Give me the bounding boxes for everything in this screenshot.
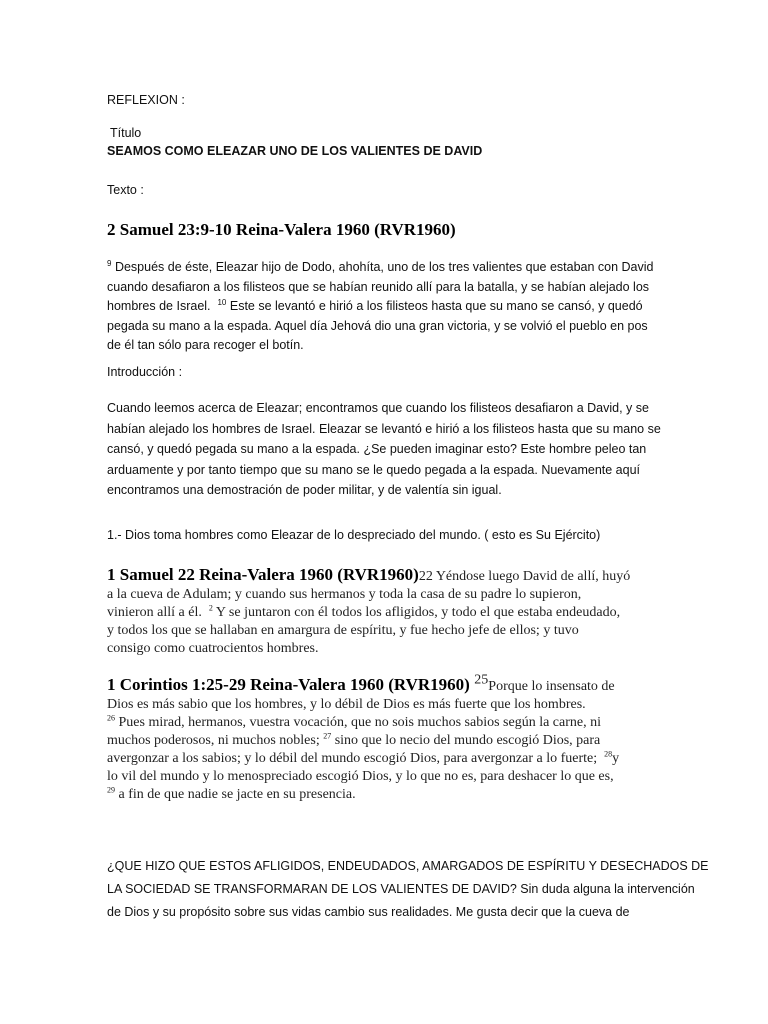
verse-text: a la cueva de Adulam; y cuando sus hermanos y toda la casa de su padre lo supieron, <box>107 587 582 602</box>
reflexion-label: REFLEXION : <box>107 93 185 107</box>
paragraph-line: encontramos una demostración de poder militar, y de valentía sin igual. <box>107 483 502 497</box>
question-paragraph <box>107 855 709 924</box>
scripture-reference: 1 Corintios 1:25-29 Reina-Valera 1960 (RVR1960) <box>107 675 470 694</box>
verse-text: a fin de que nadie se jacte en su presencia. <box>118 787 356 802</box>
scripture-reference: 1 Samuel 22 Reina-Valera 1960 (RVR1960) <box>107 565 419 584</box>
samuel-22-passage <box>107 566 707 658</box>
verse-text: muchos poderosos, ni muchos nobles; <box>107 733 320 748</box>
verse-text: Dios es más sabio que los hombres, y lo débil de Dios es más fuerte que los hombres. <box>107 697 586 712</box>
texto-label: Texto : <box>107 183 144 197</box>
verse-text: vinieron allí a él. <box>107 605 202 620</box>
sermon-title: SEAMOS COMO ELEAZAR UNO DE LOS VALIENTES DE DAVID <box>107 144 483 158</box>
verse-number: 28 <box>604 749 613 759</box>
verse-text: Pues mirad, hermanos, vuestra vocación, que no sois muchos sabios según la carne, ni <box>118 715 602 730</box>
introduction-label: Introducción : <box>107 365 183 379</box>
paragraph-line: Cuando leemos acerca de Eleazar; encontramos que cuando los filisteos desafiaron a David, y se <box>107 401 649 415</box>
verse-text: avergonzar a los sabios; y lo débil del mundo escogió Dios, para avergonzar a lo fuerte; <box>107 751 598 766</box>
verse-number: 10 <box>217 297 227 307</box>
verse-text: y <box>612 751 620 766</box>
verse-text: de él tan sólo para recoger el botín. <box>107 338 304 352</box>
verse-number: 25 <box>474 672 489 688</box>
main-scripture-text <box>107 258 697 356</box>
titulo-label: Título <box>110 126 142 140</box>
verse-text: cuando desafiaron a los filisteos que se habían reunido allí para la batalla, y se habían alejado los <box>107 279 650 294</box>
main-scripture-reference: 2 Samuel 23:9-10 Reina-Valera 1960 (RVR1960) <box>107 220 456 239</box>
corinthians-passage <box>107 672 707 804</box>
verse-text: y todos los que se hallaban en amargura de espíritu, y fue hecho jefe de ellos; y tuvo <box>107 623 579 638</box>
introduction-paragraph <box>107 398 697 501</box>
paragraph-line: habían alejado los hombres de Israel. Eleazar se levantó e hirió a los filisteos hasta que su mano se <box>107 421 661 436</box>
verse-number: 2 <box>208 603 213 613</box>
verse-text: Después de éste, Eleazar hijo de Dodo, ahohíta, uno de los tres valientes que estaban con David <box>114 260 654 274</box>
verse-text: Porque lo insensato de <box>488 679 615 694</box>
verse-text: sino que lo necio del mundo escogió Dios, para <box>334 733 601 748</box>
verse-text: Este se levantó e hirió a los filisteos hasta que su mano se cansó, y quedó <box>229 299 643 313</box>
verse-number: 26 <box>107 713 115 723</box>
verse-text: hombres de Israel. <box>107 299 211 313</box>
paragraph-line: LA SOCIEDAD SE TRANSFORMARAN DE LOS VALIENTES DE DAVID? Sin duda alguna la intervención <box>107 882 695 896</box>
verse-text: lo vil del mundo y lo menospreciado escogió Dios, y lo que no es, para deshacer lo que es, <box>107 769 614 784</box>
paragraph-line: de Dios y su propósito sobre sus vidas cambio sus realidades. Me gusta decir que la cueva de <box>107 905 630 919</box>
paragraph-line: arduamente y por tanto tiempo que su mano se le quedo pegada a la espada. Nuevamente aquí <box>107 462 641 477</box>
verse-text: 22 Yéndose luego David de allí, huyó <box>418 569 631 584</box>
paragraph-line: ¿QUE HIZO QUE ESTOS AFLIGIDOS, ENDEUDADOS, AMARGADOS DE ESPÍRITU Y DESECHADOS DE <box>107 859 709 873</box>
verse-number: 27 <box>323 731 332 741</box>
verse-number: 9 <box>107 258 112 268</box>
verse-text: consigo como cuatrocientos hombres. <box>107 641 319 656</box>
verse-text: Y se juntaron con él todos los afligidos, y todo el que estaba endeudado, <box>215 605 621 620</box>
point-one: 1.- Dios toma hombres como Eleazar de lo despreciado del mundo. ( esto es Su Ejército) <box>107 528 601 542</box>
verse-text: pegada su mano a la espada. Aquel día Jehová dio una gran victoria, y se volvió el pueblo en pos <box>107 318 648 333</box>
paragraph-line: cansó, y quedó pegada su mano a la espada. ¿Se pueden imaginar esto? Este hombre peleo tan <box>107 442 647 456</box>
verse-number: 29 <box>107 785 115 795</box>
